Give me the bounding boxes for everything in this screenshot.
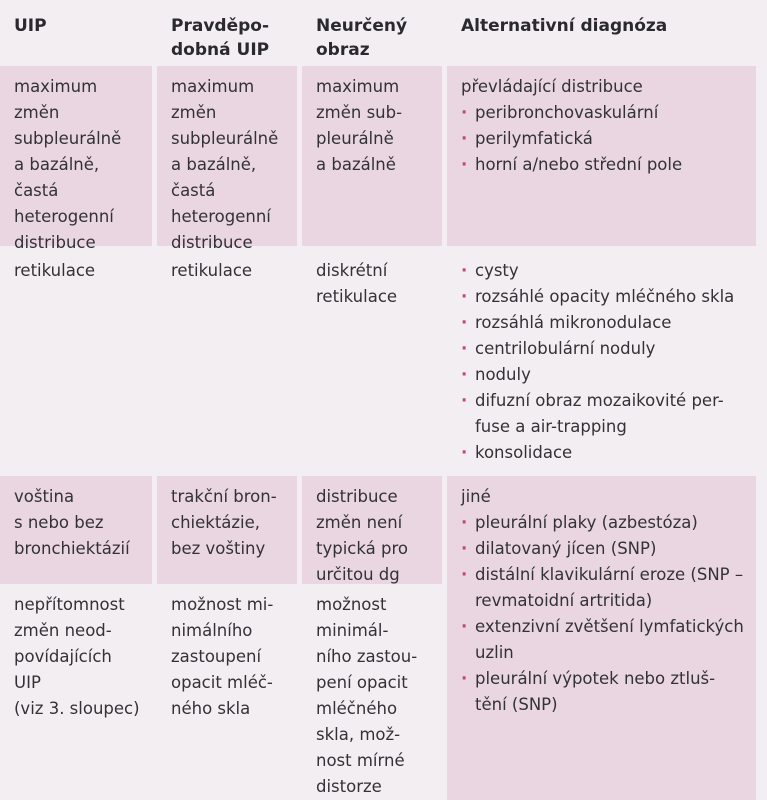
- header-probable-uip: Pravděpo- dobná UIP: [171, 16, 270, 60]
- list-item: · cysty: [461, 261, 519, 280]
- header-alternative-diagnosis: Alternativní diagnóza: [461, 16, 668, 36]
- list-item: · centrilobulární noduly: [461, 339, 656, 358]
- list-item: · difuzní obraz mozaikovité per-: [461, 391, 724, 410]
- row4-indeterminate-cell: možnost minimál- ního zastou- pení opacit mléčného skla, mož- nost mírné distorze: [316, 595, 418, 796]
- alt-distribution-cell: převládající distribuce · peribronchovaskulární · perilymfatická · horní a/nebo střední pole: [447, 66, 756, 246]
- list-item: · rozsáhlá mikronodulace: [461, 313, 672, 332]
- header-indeterminate: Neurčený obraz: [316, 16, 408, 60]
- row3-uip-cell: voština s nebo bez bronchiektázií: [0, 476, 152, 584]
- list-item: · dilatovaný jícen (SNP): [461, 539, 657, 558]
- row1-probable-cell: maximum změn subpleurálně a bazálně, častá heterogenní distribuce: [157, 66, 297, 246]
- list-item: · pleurální výpotek nebo ztluš-: [461, 669, 716, 688]
- row2-indeterminate-cell: diskrétní retikulace: [316, 261, 398, 306]
- list-item: · rozsáhlé opacity mléčného skla: [461, 287, 735, 306]
- row4-probable-cell: možnost mi- nimálního zastoupení opacit mléč- ného skla: [171, 595, 274, 718]
- row1-indeterminate-cell: maximum změn sub- pleurálně a bazálně: [302, 66, 442, 246]
- row3-probable-cell: trakční bron- chiektázie, bez voštiny: [157, 476, 297, 584]
- list-item: · extenzivní zvětšení lymfatických: [461, 617, 744, 636]
- row3-indeterminate-cell: distribuce změn není typická pro určitou dg: [302, 476, 442, 584]
- list-item: · konsolidace: [461, 443, 573, 462]
- alt-other-cell: jiné · pleurální plaky (azbestóza) · dilatovaný jícen (SNP) · distální klavikulární eroze (SNP – revmatoidní artritida) · extenzivní zvětšení lymfatických uzlin · pleurální výpotek nebo ztluš- tění (SNP): [447, 476, 756, 800]
- list-item: · perilymfatická: [461, 129, 593, 148]
- row1-uip-cell: maximum změn subpleurálně a bazálně, častá heterogenní distribuce: [0, 66, 152, 246]
- list-item: · distální klavikulární eroze (SNP –: [461, 565, 744, 584]
- list-item: · horní a/nebo střední pole: [461, 155, 683, 174]
- list-item: · noduly: [461, 365, 531, 384]
- list-item: · peribronchovaskulární: [461, 103, 659, 122]
- row2-probable-cell: retikulace: [171, 261, 253, 280]
- row2-uip-cell: retikulace: [14, 261, 96, 280]
- header-uip: UIP: [14, 16, 47, 36]
- list-item: · pleurální plaky (azbestóza): [461, 513, 698, 532]
- alt-findings-cell: · cysty · rozsáhlé opacity mléčného skla · rozsáhlá mikronodulace · centrilobulární noduly · noduly · difuzní obraz mozaikovité per- fuse a air-trapping · konsolidace: [447, 250, 756, 472]
- row4-uip-cell: nepřítomnost změn neod- povídajících UIP (viz 3. sloupec): [14, 595, 140, 718]
